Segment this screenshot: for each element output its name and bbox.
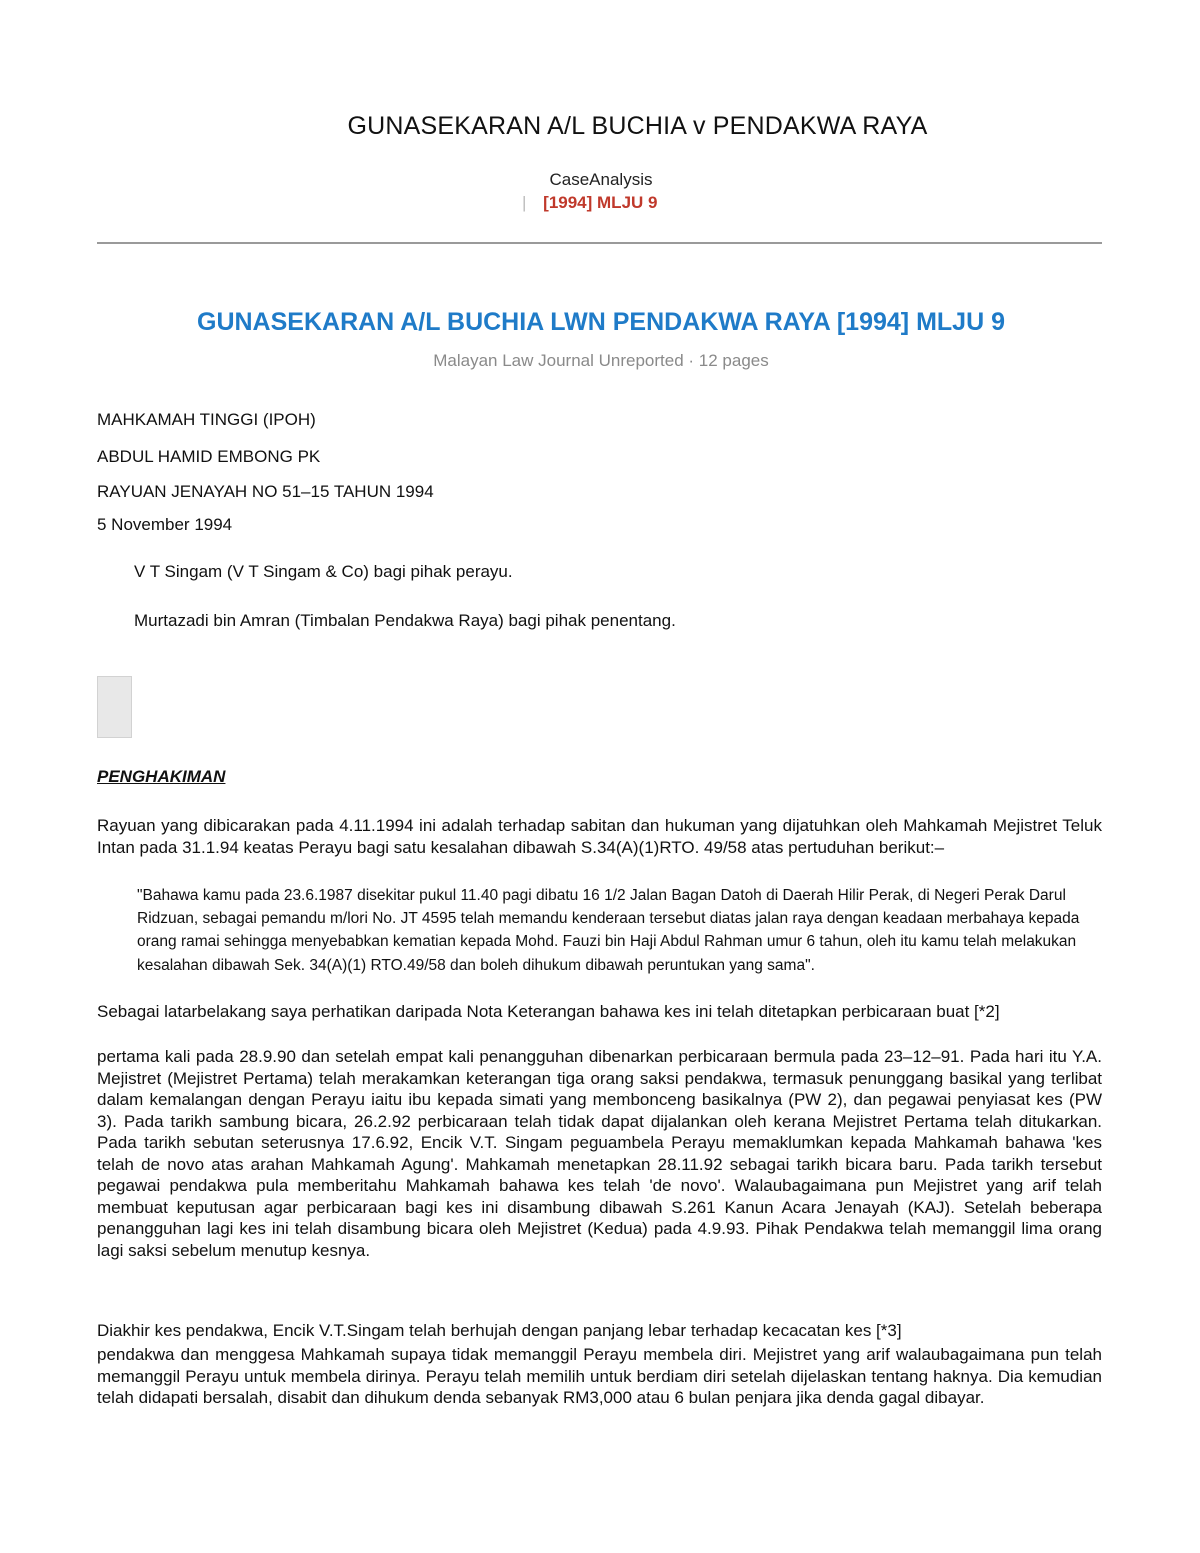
publication-info: Malayan Law Journal Unreported · 12 pages — [433, 351, 769, 370]
counsel-respondent: Murtazadi bin Amran (Timbalan Pendakwa Raya) bagi pihak penentang. — [134, 611, 676, 630]
counsel-appellant: V T Singam (V T Singam & Co) bagi pihak perayu. — [134, 562, 513, 581]
case-number: RAYUAN JENAYAH NO 51–15 TAHUN 1994 — [97, 482, 434, 501]
citation-separator: | — [522, 193, 527, 212]
citation-link[interactable]: [1994] MLJU 9 — [543, 193, 658, 212]
judgment-date: 5 November 1994 — [97, 515, 233, 534]
header-divider — [97, 242, 1102, 244]
document-title: GUNASEKARAN A/L BUCHIA v PENDAKWA RAYA — [347, 112, 928, 140]
court-name: MAHKAMAH TINGGI (IPOH) — [97, 410, 316, 429]
judge-name: ABDUL HAMID EMBONG PK — [97, 447, 321, 466]
document-type: CaseAnalysis — [549, 170, 653, 189]
image-placeholder — [97, 676, 132, 738]
paragraph-4: Diakhir kes pendakwa, Encik V.T.Singam telah berhujah dengan panjang lebar terhadap kecacatan kes [*3] — [97, 1321, 902, 1340]
paragraph-2: Sebagai latarbelakang saya perhatikan daripada Nota Keterangan bahawa kes ini telah ditetapkan perbicaraan buat [*2] — [97, 1002, 1000, 1021]
paragraph-1: Rayuan yang dibicarakan pada 4.11.1994 ini adalah terhadap sabitan dan hukuman yang dijatuhkan oleh Mahkamah Mejistret Teluk Intan pada 31.1.94 keatas Perayu bagi satu kesalahan dibawah S.34(A)(1)RTO. 49/58 atas pertuduhan berikut:– — [97, 816, 1102, 857]
section-heading: PENGHAKIMAN — [97, 767, 226, 786]
paragraph-3: pertama kali pada 28.9.90 dan setelah empat kali penangguhan dibenarkan perbicaraan bermula pada 23–12–91. Pada hari itu Y.A. Mejistret (Mejistret Pertama) telah merakamkan keterangan tiga orang saksi pendakwa, termasuk penunggang basikal yang terlibat dalam kemalangan dengan Perayu iaitu ibu kepada simati yang membonceng basikalnya (PW 2), dan pegawai penyiasat kes (PW 3). Pada tarikh sambung bicara, 26.2.92 perbicaraan telah tidak dapat dijalankan oleh kerana Mejistret Pertama telah ditukarkan. Pada tarikh sebutan seterusnya 17.6.92, Encik V.T. Singam peguambela Perayu memaklumkan kepada Mahkamah bahawa 'kes telah de novo atas arahan Mahkamah Agung'. Mahkamah menetapkan 28.11.92 sebagai tarikh bicara baru. Pada tarikh tersebut pegawai pendakwa pula memberitahu Mahkamah bahawa kes telah 'de novo'. Walaubagaimana pun Mejistret yang arif telah membuat keputusan agar perbicaraan bagi kes ini disambung dibawah S.261 Kanun Acara Jenayah (KAJ). Setelah beberapa penangguhan lagi kes ini telah disambung bicara oleh Mejistret (Kedua) pada 4.9.93. Pihak Pendakwa telah memanggil lima orang lagi saksi sebelum menutup kesnya. — [97, 1047, 1102, 1260]
citation-line — [522, 193, 657, 213]
charge-quote: "Bahawa kamu pada 23.6.1987 disekitar pukul 11.40 pagi dibatu 16 1/2 Jalan Bagan Datoh di Daerah Hilir Perak, di Negeri Perak Darul Ridzuan, sebagai pemandu m/lori No. JT 4595 telah memandu kenderaan tersebut diatas jalan raya dengan keadaan merbahaya kepada orang ramai sehingga menyebabkan kematian kepada Mohd. Fauzi bin Haji Abdul Rahman umur 6 tahun, oleh itu kamu telah melakukan kesalahan dibawah Sek. 34(A)(1) RTO.49/58 dan boleh dihukum dibawah peruntukan yang sama". — [137, 887, 1080, 974]
case-heading: GUNASEKARAN A/L BUCHIA LWN PENDAKWA RAYA [1994] MLJU 9 — [197, 308, 1005, 336]
paragraph-5: pendakwa dan menggesa Mahkamah supaya tidak memanggil Perayu membela diri. Mejistret yang arif walaubagaimana pun telah memanggil Perayu untuk membela dirinya. Perayu telah memilih untuk berdiam diri setelah dijelaskan tentang haknya. Dia kemudian telah didapati bersalah, disabit dan dihukum denda sebanyak RM3,000 atau 6 bulan penjara jika denda gagal dibayar. — [97, 1345, 1102, 1407]
